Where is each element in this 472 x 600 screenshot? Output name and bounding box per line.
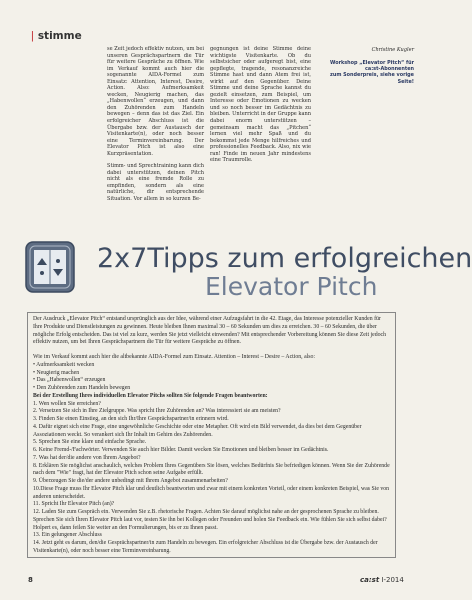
article-subtitle: Elevator Pitch [205,272,378,301]
workshop-note [317,60,414,86]
article-column-1 [107,46,204,209]
section-marker-icon: ❘ [28,30,37,42]
tip-item: 2. Versetzen Sie sich in Ihre Zielgruppe. Was spricht Ihre Zuhörenden an? Was interessiert sie am meisten? [33,408,281,415]
tip-item: 4. Dafür eignet sich eine Frage, eine ungewöhnliche Geschichte oder eine Metapher. Oft wird ein Bild verwendet, da dies bei dem Gegenüber Assoziationen weckt. So verankert sich Ihr Inhalt im Gehirn des Zuhörenden. [33,423,362,438]
section-tag [28,30,82,42]
tip-item: 9. Überzeugen Sie die/der andere unbedingt mit Ihrem Angebot zusammenarbeiten? [33,478,228,484]
bullet-item: • Aufmerksamkeit wecken [33,361,95,368]
bullet-item: • Neugierig machen [33,369,80,376]
column-paragraph: gegnungen ist deine Stimme deine wichtigste Visitenkarte. Ob du selbstsicher oder aufgeregt bist, eine gepflegte, tragende, resonanzreiche Stimme hast und dann Atem frei ist, wirkt auf den Gegenüber. Deine Stimme und deine Sprache kannst du gezielt einsetzen, zum Beispiel, um Interesse oder Emotionen zu wecken und so noch besser im Gedächtnis zu bleiben. Unterricht in der Gruppe kann dabei enorm unterstützen – gemeinsam macht das „Pitchen“ lernen viel mehr Spaß und du bekommst jede Menge hilfreiches und professionelles Feedback. Also, nix wie ran! Finde im neuen Jahr mindestens eine Traumrolle. [210,46,311,164]
tip-item: 13. Ein gelungener Abschluss [33,532,102,539]
tip-item: 8. Erklären Sie möglichst anschaulich, welches Problem Ihres Gegenübers Sie lösen, welches Bedürfnis Sie befriedigen können. Wenn Sie der Zuhörende nach dem "Wie" fragt, hat der Elevator Pitch schon seine Aufgabe erfüllt. [33,462,390,477]
tip-item: 10.Diese Frage muss Ihr Elevator Pitch klar und deutlich beantworten und zwar mit einem konkreten Vorteil, oder einem konkreten Beispiel, was Sie von anderen unterscheidet. [33,485,390,500]
tip-item: 14. Jetzt geht es darum, den/die Gesprächspartner/in zum Handeln zu bewegen. Ein erfolgreicher Abschluss ist die Übergabe bzw. der Austausch der Visitenkarte(n), oder noch besser eine Terminvereinbarung. [33,540,378,554]
page-number: 8 [28,576,33,584]
footer-brand: ca:st [360,576,380,584]
bullet-item: • Das „Habenwollen“ erzeugen [33,377,106,384]
footer-issue-number: I-2014 [381,576,404,584]
tip-item: 6. Keine Fremd-/Fachwörter. Verwenden Sie auch hier Bilder. Damit wecken Sie Emotionen und bleiben besser im Gedächtnis. [33,447,329,453]
box-intro: Der Ausdruck „Elevator Pitch“ entstand ursprünglich aus der Idee, während einer Aufzugsfahrt in die 42. Etage, das Interesse potenzieller Kunden für Ihre Produkte und Dienstleistungen zu gewinnen. Heute bleiben Ihnen maximal 30 – 60 Sekunden um dies zu erreichen. 30 – 60 Sekunden, die über mögliche Erfolg entscheiden. Das ist viel zu kurz, werden Sie jetzt vielleicht einwenden? Mit entsprechender Vorbereitung können Sie diese Zeit jedoch effektiv nutzen, um bei Ihren Gesprächspartnern die Tür für weitere Gespräche zu öffnen. [33,316,386,346]
article-column-3 [317,46,414,85]
article-column-2 [210,46,311,170]
tip-item: 1. Wen wollen Sie erreichen? [33,400,101,407]
elevator-icon [25,241,75,293]
tips-box [27,312,396,558]
column-paragraph: Stimm- und Sprechtraining kann dich dabei unterstützen, deinen Pitch nicht als eine fremde Rolle zu empfinden, sondern als eine natürliche, dir entsprechende Situation. Vor allem in so kurzen Be- [107,163,204,203]
column-paragraph: se Zeit jedoch effektiv nutzen, um bei unseren Gesprächspartnern die Tür für weitere Gespräche zu öffnen. Wie im Verkauf kommt auch hier die sogenannte AIDA-Formel zum Einsatz: Attention, Interest, Desire, Action. Also: Aufmerksamkeit wecken, Neugierig machen, das „Habenwollen“ erzeugen, und dann den Zuhörenden zum Handeln bewegen – denn das ist das Ziel. Ein erfolgreicher Abschluss ist die Übergabe bzw. der Austausch der Visitenkarte(n), oder noch besser eine Terminvereinbarung. Der Elevator Pitch ist also eine Kurzpräsentation. [107,46,204,157]
tip-item: 11. Spricht Ihr Elevator Pitch (an)? [33,501,115,508]
tip-item: 12. Laden Sie zum Gespräch ein. Verwenden Sie z.B. rhetorische Fragen. Achten Sie darauf möglichst nahe an der gesprochenen Sprache zu bleiben. Sprechen Sie sich Ihren Elevator Pitch laut vor, testen Sie ihn bei Kollegen oder Freunden und holen Sie Feedback ein. Wie fühlen Sie sich selbst dabei? Holpert es, dann feilen Sie weiter an den Formulierungen, bis er zu Ihnen passt. [33,509,387,531]
questions-heading: Bei der Erstellung Ihres individuellen Elevator Pitchs sollten Sie folgende Fragen beantworten: [33,392,268,399]
aida-intro: Wie im Verkauf kommt auch hier die altbekannte AIDA-Formel zum Einsatz. Attention – Interest – Desire – Action, also: [33,354,316,360]
workshop-note-line: zum Sonderpreis, siehe vorige Seite! [330,72,414,85]
tip-item: 7. Was hat der/die andere von Ihrem Angebot? [33,454,141,461]
section-label: stimme [37,30,82,42]
bullet-item: • Den Zuhörenden zum Handeln bewegen [33,385,131,391]
author-signature: Christine Kugler [371,47,414,53]
article-title: 2x7Tipps zum erfolgreichen [97,243,472,274]
tip-item: 5. Sprechen Sie eine klare und einfache Sprache. [33,439,147,446]
footer-issue [360,576,404,584]
tip-item: 3. Finden Sie einen Einstieg, an den sich Ihr/Ihre Gesprächspartner/in erinnern wird. [33,416,229,422]
workshop-note-line: Workshop „Elevator Pitch“ für ca:st-Abonnenten [330,59,414,72]
hero-banner [22,233,472,305]
